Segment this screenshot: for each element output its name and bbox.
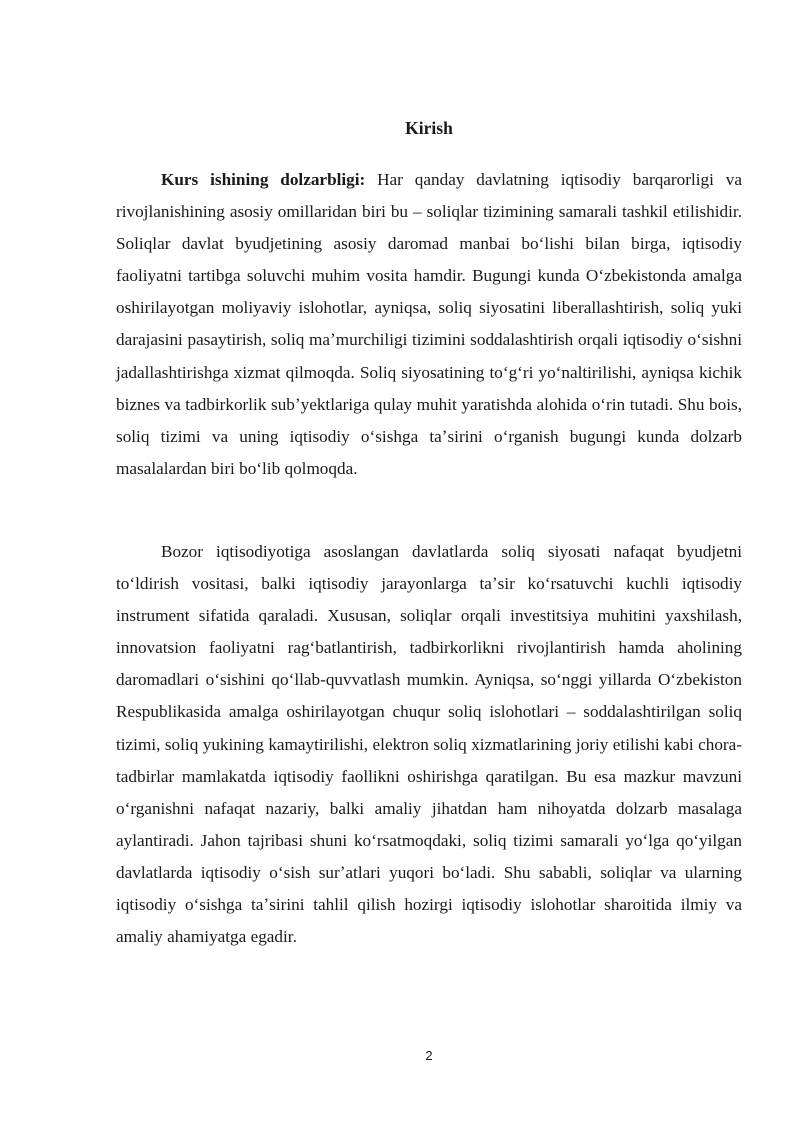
section-title: Kirish — [405, 118, 453, 138]
paragraph-body-text: Har qanday davlatning iqtisodiy barqarorligi va rivojlanishining asosiy omillaridan biri bu – soliqlar tizimining samarali tashkil etilishidir. Soliqlar davlat byudjetining asosiy daromad manbai boʻlishi bilan birga, iqtisodiy faoliyatni tartibga soluvchi muhim vosita hamdir. Bugungi kunda Oʻzbekistonda amalga oshirilayotgan moliyaviy islohotlar, ayniqsa, soliq siyosatini liberallashtirish, soliq yuki darajasini pasaytirish, soliq maʼmurchiligi tizimini soddalashtirish orqali iqtisodiy oʻsishni jadallashtirishga xizmat qilmoqda. Soliq siyosatining toʻgʻri yoʻnaltirilishi, ayniqsa kichik biznes va tadbirkorlik subʼyektlariga qulay muhit yaratishda alohida oʻrin tutadi. Shu bois, soliq tizimi va uning iqtisodiy oʻsishga taʼsirini oʻrganish bugungi kunda dolzarb masalalardan biri boʻlib qolmoqda. — [116, 170, 742, 478]
document-page — [116, 0, 742, 1131]
paragraph-relevance — [116, 164, 742, 485]
page-number: 2 — [425, 1048, 433, 1063]
paragraph-market-economy: Bozor iqtisodiyotiga asoslangan davlatlarda soliq siyosati nafaqat byudjetni toʻldirish vositasi, balki iqtisodiy jarayonlarga taʼsir koʻrsatuvchi kuchli iqtisodiy instrument sifatida qaraladi. Xususan, soliqlar orqali investitsiya muhitini yaxshilash, innovatsion faoliyatni ragʻbatlantirish, tadbirkorlikni rivojlantirish hamda aholining daromadlari oʻsishini qoʻllab-quvvatlash mumkin. Ayniqsa, soʻnggi yillarda Oʻzbekiston Respublikasida amalga oshirilayotgan chuqur soliq islohotlari – soddalashtirilgan soliq tizimi, soliq yukining kamaytirilishi, elektron soliq xizmatlarining joriy etilishi kabi chora-tadbirlar mamlakatda iqtisodiy faollikni oshirishga qaratilgan. Bu esa mazkur mavzuni oʻrganishni nafaqat nazariy, balki amaliy jihatdan ham nihoyatda dolzarb masalaga aylantiradi. Jahon tajribasi shuni koʻrsatmoqdaki, soliq tizimi samarali yoʻlga qoʻyilgan davlatlarda iqtisodiy oʻsish surʼatlari yuqori boʻladi. Shu sababli, soliqlar va ularning iqtisodiy oʻsishga taʼsirini tahlil qilish hozirgi iqtisodiy islohotlar sharoitida ilmiy va amaliy ahamiyatga egadir. — [116, 542, 742, 947]
paragraph-lead-heading: Kurs ishining dolzarbligi: — [161, 170, 366, 189]
